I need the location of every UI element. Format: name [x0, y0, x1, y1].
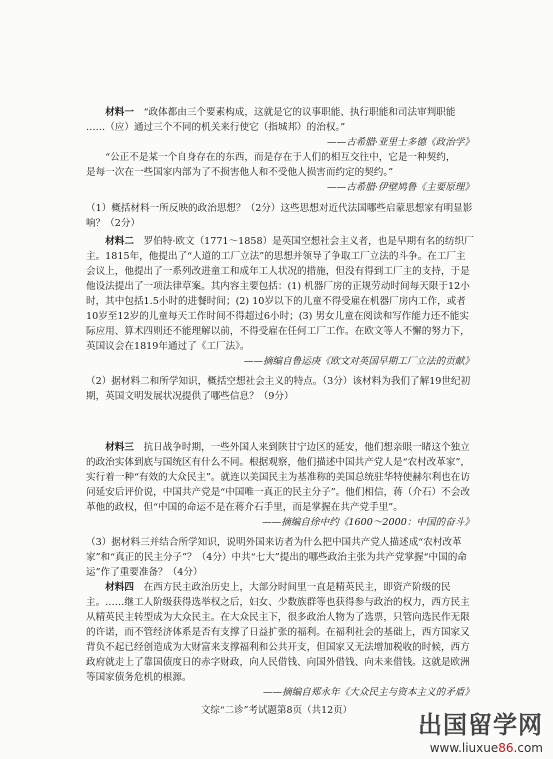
material-1-section — [86, 105, 474, 231]
watermark-site-name: 出国留学网 — [418, 711, 543, 739]
material-1-quote-2-line-a: “公正不是某一个自身存在的东西，而是存在于人们的相互交往中，它是一种契约， — [105, 152, 456, 163]
material-1-quote-1-line-a: “政体都由三个要素构成，这就是它的议事职能、执行职能和司法审判职能 — [143, 107, 456, 118]
material-1-quote-1-line-b: ……（应）通过三个不同的机关来行使它（指城邦）的治权。” — [86, 122, 346, 133]
material-4-text — [86, 580, 474, 685]
material-3-text — [86, 440, 474, 515]
material-1-quote-2 — [86, 150, 474, 180]
material-1-quote-2-line-b: 是每一次在一些国家内部为了不损害他人和不受他人损害而约定的契约。” — [86, 167, 394, 178]
question-2: （2）据材料二和所学知识，概括空想社会主义的特点。（3分）该材料为我们了解19世纪初期，英国文明发展状况提供了哪些信息？（9分） — [86, 376, 471, 402]
watermark-url — [393, 741, 543, 755]
material-2-text — [86, 234, 474, 354]
material-1-source-1: ——古希腊·亚里士多德《政治学》 — [327, 137, 474, 148]
material-2-body: 罗伯特·欧文（1771～1858）是英国空想社会主义者，也是早期有名的纺织厂主。1815年，他提出了“人道的工厂立法”的思想并领导了争取工厂立法的斗争。在工厂主会议上，他提出了一系列改进童工和成年工人状况的措施，但没有得到工厂主的支持，于是他设法提出了一项法律草案。其内容主要包括：(1) 机器厂房的正规劳动时间每天限于12小时，其中包括1.5小时的进餐时间；(2) 10岁以下的儿童不得受雇在机器厂房内工作，或者10岁至12岁的儿童每天工作时间不得超过6小时；(3) 男女儿童在阅读和写作能力还不能实际应用、算术四则还不能理解以前，不得受雇在任何工厂工作。在欧文等人不懈的努力下，英国议会在1819年通过了《工厂法》。 — [86, 236, 474, 352]
material-1-label: 材料一 — [105, 107, 134, 118]
question-3: （3）据材料三并结合所学知识，说明外国来访者为什么把中国共产党人描述成“农村改革家”和“真正的民主分子”？（4分）中共“七大”提出的哪些政治主张为共产党掌握“中国的命运”作了重要准备？（4分） — [86, 537, 467, 578]
material-3-body: 抗日战争时期，一些外国人来到陕甘宁边区的延安，他们想亲眼一睹这个独立的政治实体到底与国统区有什么不同。根据观察，他们描述中国共产党人是“农村改革家”，实行着一种“有效的大众民主”。就连以美国民主为基准称的美国总统驻华特使赫尔利也在访问延安后评价说，中国共产党是“中国唯一真正的民主分子”。他们相信，蒋（介石）不会改革他的政权，但“中国的命运不是在蒋介石手里，而是掌握在共产党手里”。 — [86, 442, 470, 513]
material-4-body: 在西方民主政治历史上，大部分时间里一直是精英民主，即资产阶级的民主。……继工人阶级获得选举权之后，妇女、少数族群等也获得参与政治的权力，西方民主从精英民主转型成为大众民主。在大众民主下，很多政治人物为了选票，只管向选民作无限的许诺，而不管经济体系是否有支撑了日益扩张的福利。在福利社会的基础上，西方国家又背负不起已经创造成为大财富来支撑福利和公共开支，但国家又无法增加税收的时候，西方政府就走上了靠国债度日的赤字财政，向人民借钱、向国外借钱、向未来借钱。这就是欧洲等国家债务危机的根源。 — [86, 582, 470, 683]
material-4-source: ——摘编自郑永年《大众民主与资本主义的矛盾》 — [262, 687, 474, 698]
material-3-label: 材料三 — [105, 442, 134, 453]
material-4-label: 材料四 — [105, 582, 134, 593]
material-2-section — [86, 234, 474, 404]
site-watermark — [393, 705, 543, 753]
watermark-url-prefix: www.liuxue — [429, 741, 499, 755]
material-2-label: 材料二 — [105, 236, 134, 247]
page-footer: 文综“二诊”考试题第8页（共12页） — [200, 705, 353, 716]
material-1-source-2: ——古希腊·伊壁鸠鲁《主要原理》 — [327, 182, 474, 193]
material-4-section — [86, 580, 474, 700]
material-1-quote-1 — [86, 105, 474, 135]
watermark-url-red: 86 — [498, 741, 514, 755]
watermark-url-suffix: .com — [513, 741, 543, 755]
material-2-source: ——摘编自鲁运庚《欧文对英国早期工厂立法的贡献》 — [243, 356, 474, 367]
material-3-source: ——摘编自徐中约《1600～2000：中国的奋斗》 — [262, 517, 474, 528]
question-1: （1）概括材料一所反映的政治思想？（2分）这些思想对近代法国哪些启蒙思想家有明显影响？（2分） — [86, 203, 473, 229]
material-3-section — [86, 440, 474, 580]
